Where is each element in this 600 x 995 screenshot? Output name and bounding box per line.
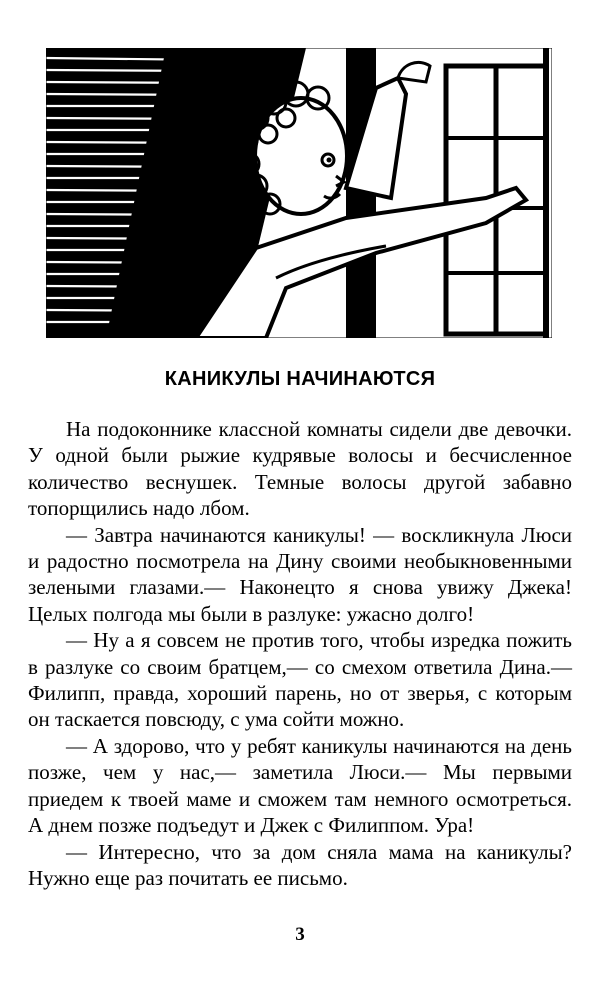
chapter-illustration [46, 48, 552, 338]
paragraph: — Завтра начинаются каникулы! — воскликнула Люси и радостно посмотрела на Дину своими необыкновенными зелеными глазами.— Наконецто я снова увижу Джека! Целых полгода мы были в разлуке: ужасно долго! [28, 522, 572, 626]
paragraph: На подоконнике классной комнаты сидели две девочки. У одной были рыжие кудрявые волосы и бесчисленное количество веснушек. Темные волосы другой забавно топорщились надо лбом. [28, 417, 572, 521]
paragraph: — Интересно, что за дом сняла мама на каникулы? Нужно еще раз почитать ее письмо. [28, 839, 572, 890]
paragraph: — А здорово, что у ребят каникулы начинаются на день позже, чем у нас,— заметила Люси.— Мы первыми приедем к твоей маме и сможем там немного осмотреться. А днем позже подъедут и Джек с Филиппом. Ура! [28, 733, 572, 838]
chapter-text [28, 416, 572, 891]
page-number: 3 [295, 924, 305, 945]
girl-at-window-illustration [46, 48, 552, 338]
paragraph: — Ну а я совсем не против того, чтобы изредка пожить в разлуке со своим братцем,— со смехом ответила Дина.— Филипп, правда, хороший парень, но от зверья, с которым он таскается повсюду, с ума сойти можно. [28, 628, 572, 732]
chapter-title: КАНИКУЛЫ НАЧИНАЮТСЯ [164, 368, 436, 390]
